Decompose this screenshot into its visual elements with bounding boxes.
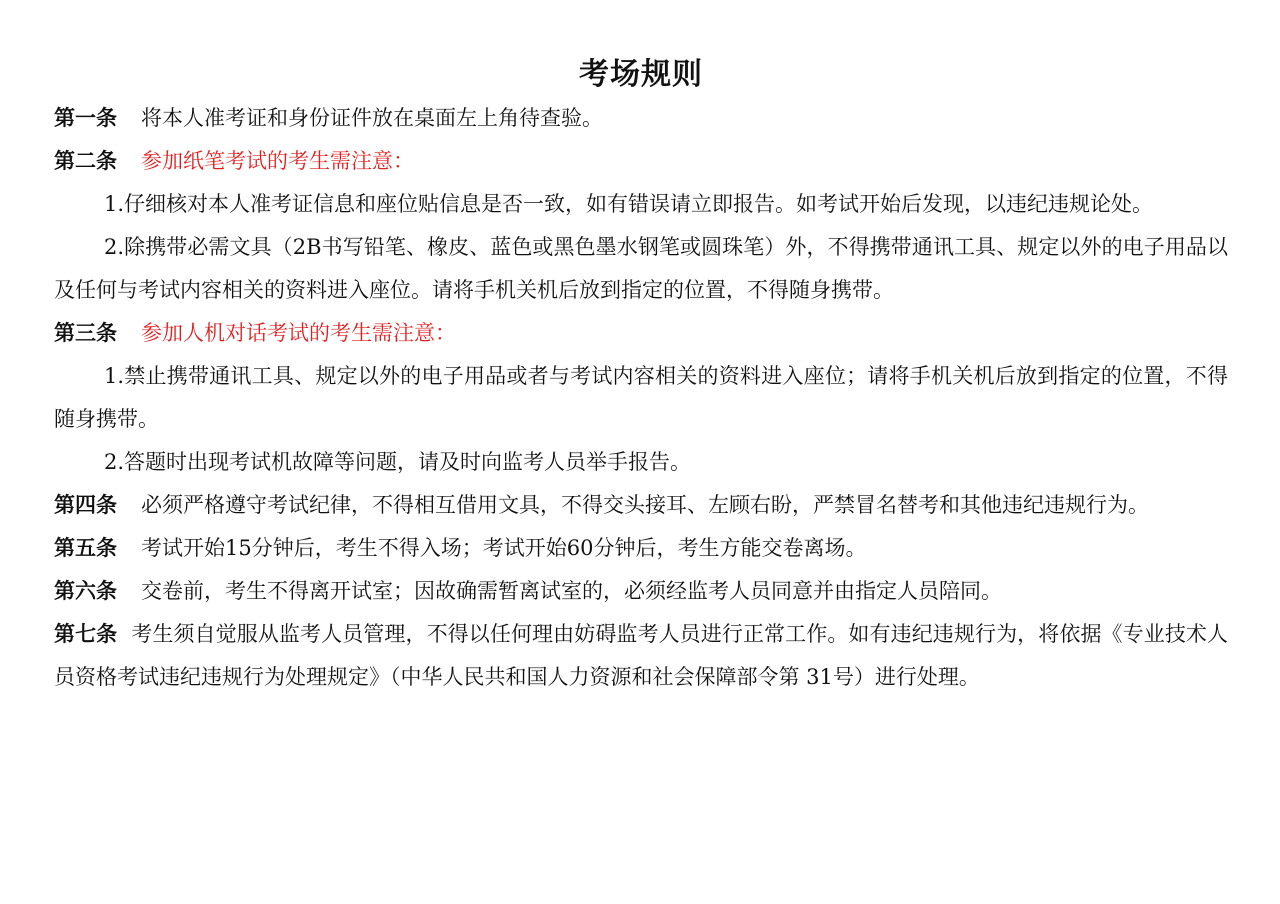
article-4 (54, 484, 1228, 527)
article-text: 考试开始15分钟后，考生不得入场；考试开始60分钟后，考生方能交卷离场。 (141, 536, 867, 560)
article-text: 考生须自觉服从监考人员管理，不得以任何理由妨碍监考人员进行正常工作。如有违纪违规行为，将依据《专业技术人员资格考试违纪违规行为处理规定》（中华人民共和国人力资源和社会保障部令第 31号）进行处理。 (54, 622, 1228, 689)
article-text: 交卷前，考生不得离开试室；因故确需暂离试室的，必须经监考人员同意并由指定人员陪同。 (141, 579, 1002, 603)
article-label: 第四条 (54, 493, 117, 517)
article-text: 将本人准考证和身份证件放在桌面左上角待查验。 (141, 106, 603, 130)
article-label: 第三条 (54, 321, 117, 345)
article-label: 第六条 (54, 579, 117, 603)
article-label: 第二条 (54, 149, 117, 173)
article-label: 第一条 (54, 106, 117, 130)
article-label: 第七条 (54, 622, 118, 646)
page-title: 考场规则 (579, 57, 703, 92)
article-3 (54, 312, 1228, 355)
article-2 (54, 140, 1228, 183)
article-heading: 参加人机对话考试的考生需注意： (141, 321, 456, 345)
article-5 (54, 527, 1228, 570)
article-2-item-1: 1.仔细核对本人准考证信息和座位贴信息是否一致，如有错误请立即报告。如考试开始后发现，以违纪违规论处。 (104, 192, 1154, 216)
article-7 (54, 613, 1228, 699)
article-1 (54, 97, 1228, 140)
article-2-item-2: 2.除携带必需文具（2B书写铅笔、橡皮、蓝色或黑色墨水钢笔或圆珠笔）外，不得携带通讯工具、规定以外的电子用品以及任何与考试内容相关的资料进入座位。请将手机关机后放到指定的位置，不得随身携带。 (54, 235, 1228, 302)
article-6 (54, 570, 1228, 613)
article-3-item-1: 1.禁止携带通讯工具、规定以外的电子用品或者与考试内容相关的资料进入座位；请将手机关机后放到指定的位置，不得随身携带。 (54, 364, 1228, 431)
article-label: 第五条 (54, 536, 117, 560)
article-heading: 参加纸笔考试的考生需注意： (141, 149, 414, 173)
article-text: 必须严格遵守考试纪律，不得相互借用文具，不得交头接耳、左顾右盼，严禁冒名替考和其他违纪违规行为。 (141, 493, 1149, 517)
article-3-item-2: 2.答题时出现考试机故障等问题，请及时向监考人员举手报告。 (104, 450, 692, 474)
